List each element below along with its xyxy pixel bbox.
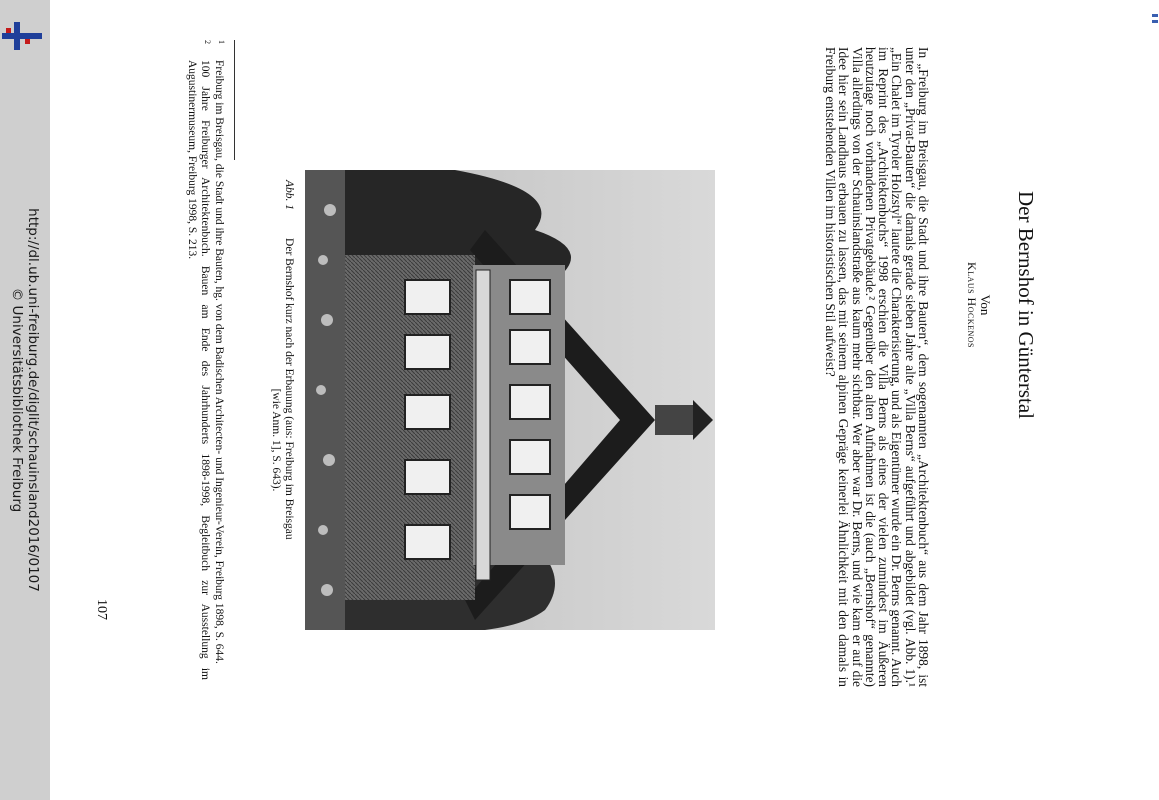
- figure-label: Abb. 1: [283, 180, 295, 211]
- author-prefix: Von: [978, 294, 993, 316]
- article-title: Der Bernshof in Günterstal: [1014, 190, 1038, 420]
- corner-marker-icon: [1151, 0, 1159, 40]
- caption-line-1: Der Bernshof kurz nach der Erbauung (aus: Freiburg im Breisgau: [283, 238, 295, 540]
- footnote-separator: [234, 40, 235, 160]
- footnote-number: 2: [203, 40, 212, 44]
- copyright-notice: © Universitätsbibliothek Freiburg: [9, 287, 25, 513]
- footnotes: [184, 40, 225, 680]
- author-name: Klaus Hockenos: [965, 261, 979, 348]
- footnote-text: Freiburg im Breisgau, die Stadt und ihre Bauten, hg. von dem Badischen Architecten- und Ingenieur-Verein, Freiburg 1898, S. 644.: [213, 60, 225, 664]
- footnote-text: 100 Jahre Freiburger Architektenbuch. Bauen am Ende des Jahrhunderts 1898-1998, Begleitbuch zur Ausstellung im Augustinermuseum, Freiburg 1998, S. 213.: [186, 60, 211, 680]
- caption-line-2: [wie Anm. 1], S. 643).: [270, 388, 282, 492]
- footnote: [212, 40, 225, 680]
- figure-caption: [269, 180, 295, 700]
- footnote-number: 1: [217, 40, 226, 44]
- body-paragraph: In „Freiburg im Breisgau, die Stadt und ihre Bauten“, dem sogenannten „Architektenbuch“ aus dem Jahr 1898, ist unter den „Privat-Bauten“ die damals gerade sieben Jahre alte „Villa Berns“ aufgeführt und abgebildet (vgl. Abb. 1).¹ „Ein Chalet im Tyroler Holzstyl“ lautete die Charakterisierung, und als Eigentümer wurde ein Dr. Berns genannt. Auch im Reprint des „Architektenbuchs“ 1998 erschien die Villa Berns als eines der vielen zumindest im Äußeren heutzutage noch vorhandenen Privatgebäude.² Gegenüber den alten Aufnahmen ist die (auch „Bernshof“ genannte) Villa allerdings von der Schauinslandstraße aus kaum mehr sichtbar. Wer aber war Dr. Berns, und wie kam er auf die Idee hier sein Landhaus erbauen zu lassen, das mit seinem alpinen Gepräge keinerlei Ähnlichkeit mit den damals in Freiburg entstehenden Villen im historistischen Stil aufweist?: [822, 47, 931, 687]
- footnote: [185, 40, 211, 680]
- page-number: 107: [94, 599, 109, 620]
- source-url[interactable]: http://dl.ub.uni-freiburg.de/diglit/schauinsland2016/0107: [25, 208, 41, 592]
- villa-photograph: [305, 170, 715, 630]
